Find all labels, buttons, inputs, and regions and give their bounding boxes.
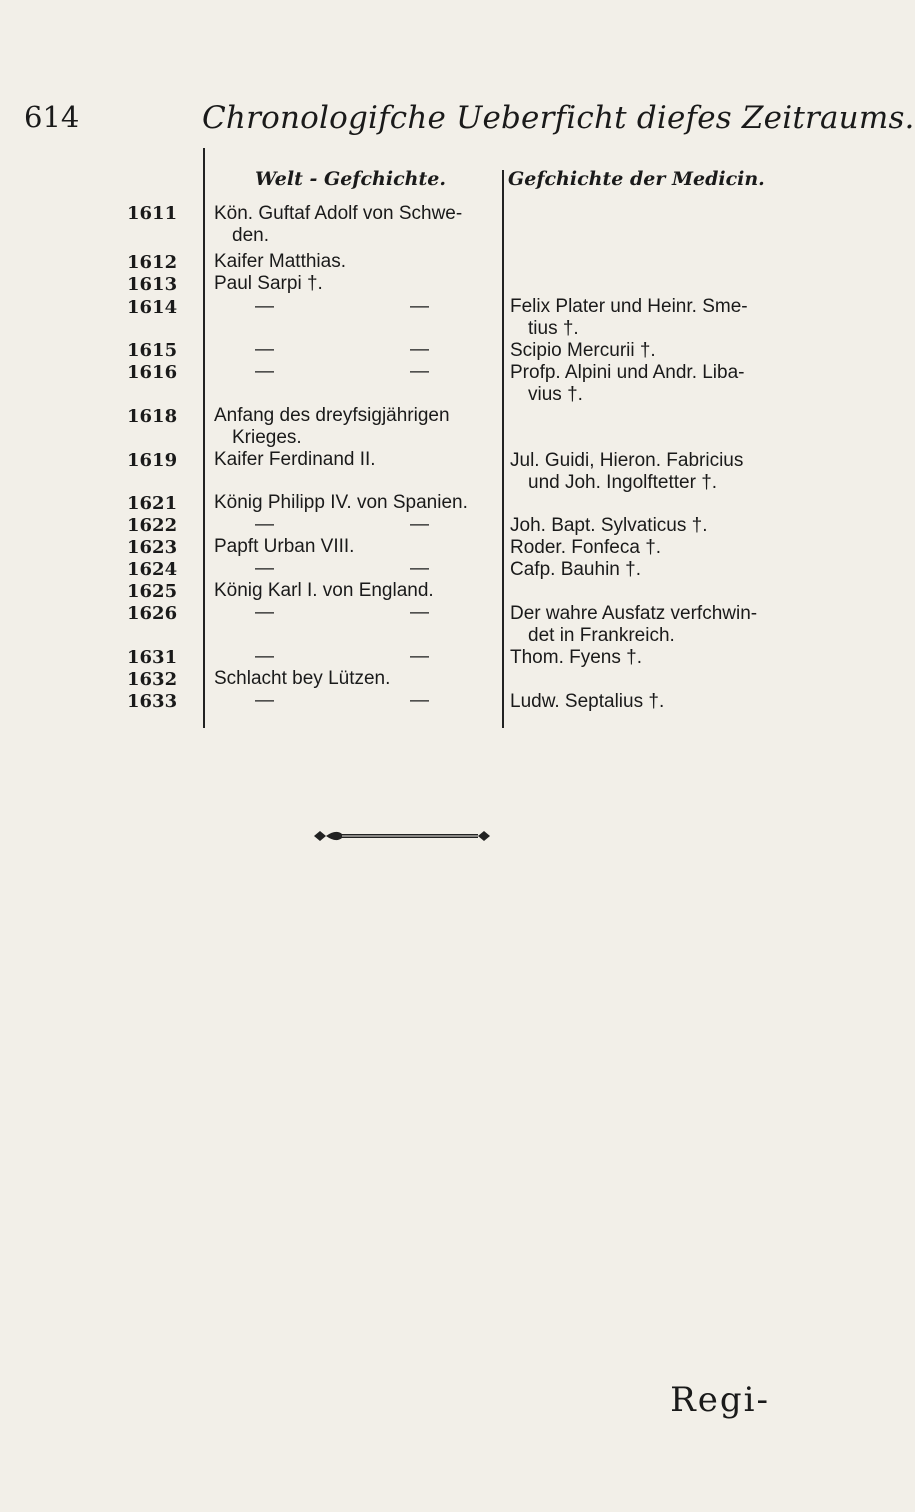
dash: —: [255, 690, 274, 711]
year: 1614: [127, 297, 178, 318]
dash: —: [410, 296, 429, 317]
dash: —: [410, 690, 429, 711]
medicine-entry: Roder. Fonfeca †.: [510, 537, 662, 558]
year: 1625: [127, 581, 178, 602]
dash: —: [255, 361, 274, 382]
medicine-entry: Scipio Mercurii †.: [510, 340, 656, 361]
entry-line: Jul. Guidi, Hieron. Fabricius: [510, 450, 744, 471]
year: 1613: [127, 274, 178, 295]
dash: —: [410, 646, 429, 667]
dash: —: [255, 558, 274, 579]
dash: —: [410, 602, 429, 623]
column-heading-world-history: Welt - Gefchichte.: [255, 168, 446, 190]
catchword: Regi-: [670, 1380, 770, 1420]
dash: —: [255, 339, 274, 360]
world-entry: Kaifer Ferdinand II.: [214, 449, 376, 470]
page-number: 614: [24, 100, 80, 134]
medicine-entry: [510, 362, 745, 406]
medicine-entry: Cafp. Bauhin †.: [510, 559, 641, 580]
entry-line: Felix Plater und Heinr. Sme-: [510, 296, 748, 317]
year: 1622: [127, 515, 178, 536]
dash: —: [255, 602, 274, 623]
medicine-entry: [510, 603, 757, 647]
entry-line: vius †.: [528, 384, 583, 405]
column-heading-medicine-history: Gefchichte der Medicin.: [508, 168, 765, 190]
year: 1619: [127, 450, 178, 471]
ornamental-rule: [312, 826, 492, 846]
world-entry: Kaifer Matthias.: [214, 251, 346, 272]
entry-line: Der wahre Ausfatz verfchwin-: [510, 603, 758, 624]
dash: —: [255, 296, 274, 317]
entry-line: Krieges.: [232, 427, 302, 448]
entry-line: det in Frankreich.: [528, 625, 675, 646]
entry-line: tius †.: [528, 318, 579, 339]
medicine-history-column: [0, 0, 800, 800]
dash: —: [410, 339, 429, 360]
year: 1616: [127, 362, 178, 383]
year: 1612: [127, 252, 178, 273]
year: 1611: [127, 203, 178, 224]
world-entry: König Philipp IV. von Spanien.: [214, 492, 468, 513]
entry-line: und Joh. Ingolftetter †.: [528, 472, 718, 493]
entry-line: Profp. Alpini und Andr. Liba-: [510, 362, 745, 383]
year: 1632: [127, 669, 178, 690]
running-title: Chronologifche Ueberficht diefes Zeitraums.: [202, 100, 915, 136]
world-entry: König Karl I. von England.: [214, 580, 434, 601]
world-entry: Schlacht bey Lützen.: [214, 668, 391, 689]
year: 1631: [127, 647, 178, 668]
dash: —: [410, 558, 429, 579]
year: 1618: [127, 406, 178, 427]
dash: —: [410, 514, 429, 535]
year: 1623: [127, 537, 178, 558]
year: 1615: [127, 340, 178, 361]
dash: —: [255, 514, 274, 535]
medicine-entry: [510, 450, 743, 494]
dash: —: [255, 646, 274, 667]
medicine-entry: Ludw. Septalius †.: [510, 691, 665, 712]
entry-line: den.: [232, 225, 269, 246]
entry-line: Kön. Guftaf Adolf von Schwe-: [214, 203, 463, 224]
medicine-entry: Joh. Bapt. Sylvaticus †.: [510, 515, 708, 536]
medicine-entry: Thom. Fyens †.: [510, 647, 642, 668]
medicine-entry: [510, 296, 748, 340]
year: 1624: [127, 559, 178, 580]
world-entry: Paul Sarpi †.: [214, 273, 323, 294]
dash: —: [410, 361, 429, 382]
year: 1633: [127, 691, 178, 712]
entry-line: Anfang des dreyfsigjährigen: [214, 405, 450, 426]
year: 1621: [127, 493, 178, 514]
world-entry: Papft Urban VIII.: [214, 536, 355, 557]
year: 1626: [127, 603, 178, 624]
